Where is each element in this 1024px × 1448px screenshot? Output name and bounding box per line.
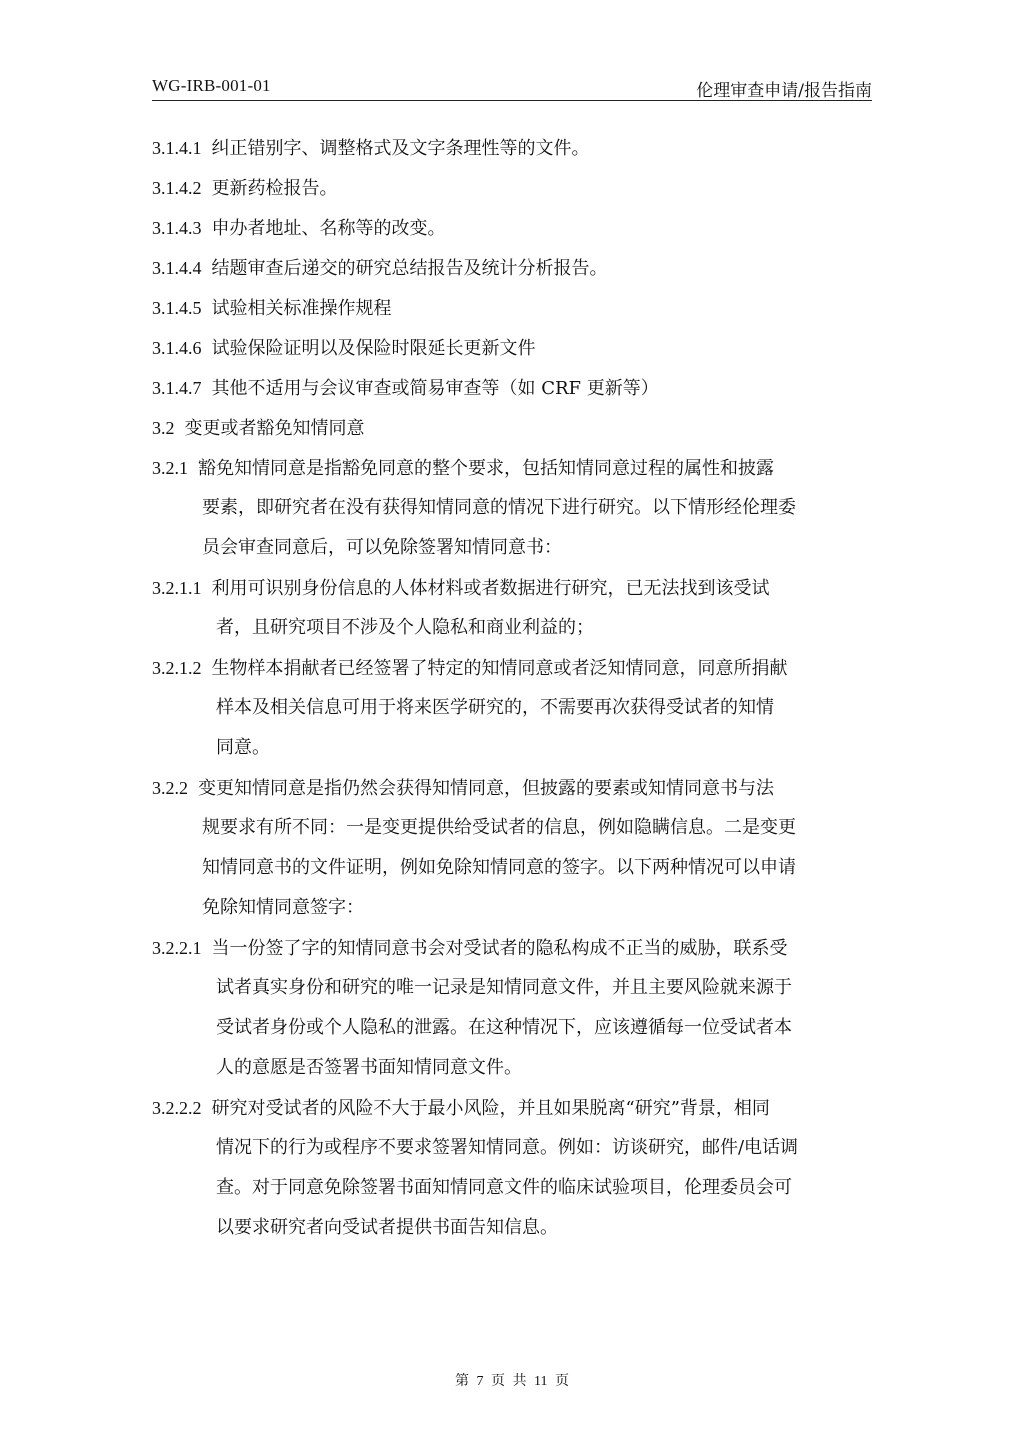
clause-3-1-4-7	[152, 368, 876, 408]
clause-3-1-4-4	[152, 248, 876, 288]
clause-number: 3.2.1	[152, 458, 188, 478]
clause-3-1-4-6	[152, 328, 876, 368]
footer-ye: 页	[554, 1374, 569, 1389]
clause-3-1-4-2	[152, 168, 876, 208]
clause-text-line: 样本及相关信息可用于将来医学研究的，不需要再次获得受试者的知情	[216, 697, 774, 718]
total-page-count: 11	[534, 1374, 548, 1389]
clause-text: 更新药检报告。	[211, 178, 338, 199]
section-number: 3.2	[152, 418, 175, 438]
clause-3-1-4-1	[152, 128, 876, 168]
document-code: WG-IRB-001-01	[152, 76, 271, 95]
clause-text: 试验相关标准操作规程	[211, 298, 392, 319]
clause-text: 其他不适用与会议审查或简易审查等（如 CRF 更新等）	[211, 378, 659, 399]
clause-text: 纠正错别字、调整格式及文字条理性等的文件。	[211, 138, 590, 159]
clause-3-2-2-1	[152, 928, 876, 1088]
clause-number: 3.1.4.1	[152, 138, 202, 158]
page-header	[152, 72, 872, 101]
clause-text: 申办者地址、名称等的改变。	[211, 218, 446, 239]
page-footer	[0, 1370, 1024, 1390]
clause-text-line: 知情同意书的文件证明，例如免除知情同意的签字。以下两种情况可以申请	[202, 857, 796, 878]
document-body	[152, 128, 876, 1248]
clause-text-line: 免除知情同意签字：	[202, 897, 364, 918]
clause-text-line: 情况下的行为或程序不要求签署知情同意。例如：访谈研究，邮件/电话调	[216, 1137, 799, 1158]
clause-number: 3.1.4.7	[152, 378, 202, 398]
clause-number: 3.1.4.2	[152, 178, 202, 198]
footer-di: 第	[455, 1374, 469, 1389]
clause-3-1-4-3	[152, 208, 876, 248]
clause-text-line: 受试者身份或个人隐私的泄露。在这种情况下，应该遵循每一位受试者本	[216, 1017, 792, 1038]
clause-text-line: 者，且研究项目不涉及个人隐私和商业利益的；	[216, 617, 594, 638]
clause-number: 3.2.1.2	[152, 658, 202, 678]
clause-3-2-1-1	[152, 568, 876, 648]
clause-text-line: 生物样本捐献者已经签署了特定的知情同意或者泛知情同意，同意所捐献	[211, 658, 788, 679]
clause-text-line: 查。对于同意免除签署书面知情同意文件的临床试验项目，伦理委员会可	[216, 1177, 792, 1198]
footer-ye: 页	[491, 1374, 505, 1389]
clause-number: 3.2.1.1	[152, 578, 202, 598]
clause-text-line: 规要求有所不同：一是变更提供给受试者的信息，例如隐瞒信息。二是变更	[202, 817, 796, 838]
clause-text-line: 试者真实身份和研究的唯一记录是知情同意文件，并且主要风险就来源于	[216, 977, 792, 998]
current-page-number: 7	[476, 1374, 484, 1389]
clause-text-line: 员会审查同意后，可以免除签署知情同意书：	[202, 537, 562, 558]
clause-3-2-2	[152, 768, 876, 928]
clause-number: 3.2.2.1	[152, 938, 202, 958]
clause-number: 3.2.2	[152, 778, 188, 798]
clause-3-2-2-2	[152, 1088, 876, 1248]
section-title: 变更或者豁免知情同意	[184, 418, 365, 439]
clause-text-line: 利用可识别身份信息的人体材料或者数据进行研究，已无法找到该受试	[211, 578, 770, 599]
clause-text-line: 人的意愿是否签署书面知情同意文件。	[216, 1057, 522, 1078]
clause-number: 3.1.4.6	[152, 338, 202, 358]
clause-text: 结题审查后递交的研究总结报告及统计分析报告。	[211, 258, 608, 279]
clause-number: 3.1.4.3	[152, 218, 202, 238]
clause-3-2-1	[152, 448, 876, 568]
clause-text-line: 以要求研究者向受试者提供书面告知信息。	[216, 1217, 558, 1238]
clause-number: 3.1.4.4	[152, 258, 202, 278]
clause-text-line: 变更知情同意是指仍然会获得知情同意，但披露的要素或知情同意书与法	[198, 778, 774, 799]
clause-text-line: 要素，即研究者在没有获得知情同意的情况下进行研究。以下情形经伦理委	[202, 497, 796, 518]
clause-3-2-1-2	[152, 648, 876, 768]
document-title: 伦理审查申请/报告指南	[696, 81, 872, 101]
clause-text-line: 同意。	[216, 737, 270, 758]
clause-number: 3.2.2.2	[152, 1098, 202, 1118]
clause-number: 3.1.4.5	[152, 298, 202, 318]
clause-text: 试验保险证明以及保险时限延长更新文件	[211, 338, 536, 359]
clause-3-1-4-5	[152, 288, 876, 328]
clause-text-line: 豁免知情同意是指豁免同意的整个要求，包括知情同意过程的属性和披露	[198, 458, 774, 479]
section-3-2-heading	[152, 408, 876, 448]
clause-text-line: 当一份签了字的知情同意书会对受试者的隐私构成不正当的威胁，联系受	[211, 938, 788, 959]
footer-gong: 共	[512, 1374, 527, 1389]
clause-text-line: 研究对受试者的风险不大于最小风险，并且如果脱离“研究”背景，相同	[211, 1098, 770, 1119]
